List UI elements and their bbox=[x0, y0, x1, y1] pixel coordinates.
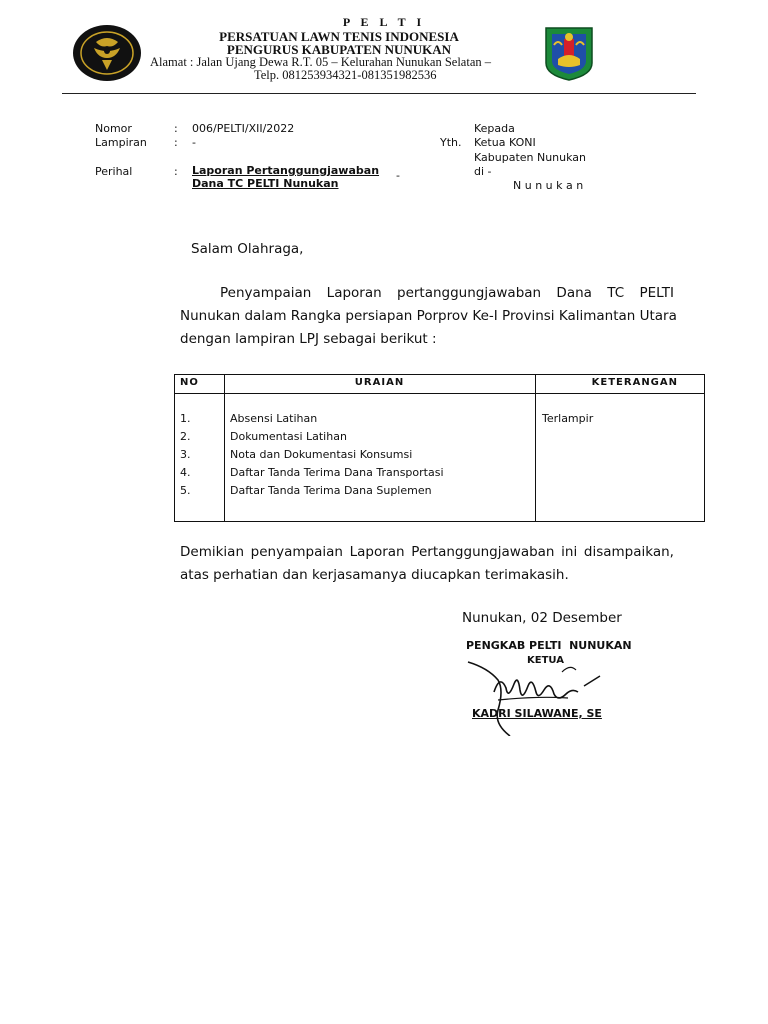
table-row-uraian: Dokumentasi Latihan bbox=[230, 430, 347, 443]
recipient-line-2: Kabupaten Nunukan bbox=[474, 151, 587, 164]
table-row-uraian: Daftar Tanda Terima Dana Transportasi bbox=[230, 466, 444, 479]
intro-line-3: dengan lampiran LPJ sebagai berikut : bbox=[180, 331, 437, 347]
table-row-uraian: Absensi Latihan bbox=[230, 412, 318, 425]
closing-word: ini bbox=[561, 544, 578, 560]
intro-word: PELTI bbox=[639, 285, 674, 301]
signature-org: PENGKAB PELTI NUNUKAN bbox=[466, 639, 632, 652]
place-date: Nunukan, 02 Desember bbox=[462, 610, 622, 626]
perihal-label: Perihal bbox=[95, 165, 133, 178]
table-row-no: 1. bbox=[180, 412, 191, 425]
table-row-keterangan: Terlampir bbox=[542, 412, 594, 425]
closing-word: Laporan bbox=[349, 544, 405, 560]
org-full-name: PERSATUAN LAWN TENIS INDONESIA bbox=[219, 29, 459, 44]
yth-label: Yth. bbox=[440, 136, 462, 149]
header-divider bbox=[62, 93, 696, 94]
org-address: Alamat : Jalan Ujang Dewa R.T. 05 – Kelurahan Nunukan Selatan – bbox=[150, 55, 491, 69]
table-header-divider bbox=[175, 393, 704, 394]
table-row-uraian: Nota dan Dokumentasi Konsumsi bbox=[230, 448, 413, 461]
nomor-label: Nomor bbox=[95, 122, 132, 135]
table-header-keterangan: KETERANGAN bbox=[591, 377, 678, 388]
perihal-line-2: Dana TC PELTI Nunukan bbox=[192, 177, 339, 190]
recipient-kepada: Kepada bbox=[474, 122, 515, 135]
org-phone: Telp. 081253934321-081351982536 bbox=[254, 68, 437, 82]
nomor-value: 006/PELTI/XII/2022 bbox=[192, 122, 295, 135]
intro-line-1 bbox=[180, 281, 674, 305]
lampiran-value: - bbox=[192, 136, 196, 149]
intro-word: Penyampaian bbox=[220, 285, 312, 301]
table-row-no: 5. bbox=[180, 484, 191, 497]
closing-word: disampaikan, bbox=[583, 544, 674, 560]
table-header-uraian: URAIAN bbox=[354, 377, 405, 388]
lampiran-label: Lampiran bbox=[95, 136, 147, 149]
table-row-uraian: Daftar Tanda Terima Dana Suplemen bbox=[230, 484, 432, 497]
table-divider bbox=[535, 375, 536, 521]
recipient-line-3: di - bbox=[474, 165, 492, 178]
signature-title: KETUA bbox=[527, 655, 564, 666]
intro-word: Dana bbox=[556, 285, 592, 301]
lpj-table bbox=[174, 374, 705, 522]
closing-word: Pertanggungjawaban bbox=[411, 544, 555, 560]
intro-word: TC bbox=[607, 285, 625, 301]
table-row-no: 3. bbox=[180, 448, 191, 461]
lampiran-separator: : bbox=[174, 136, 178, 149]
intro-word: Laporan bbox=[326, 285, 382, 301]
table-row-no: 4. bbox=[180, 466, 191, 479]
org-branch-name: PENGURUS KABUPATEN NUNUKAN bbox=[226, 42, 452, 57]
handwritten-signature bbox=[458, 650, 622, 736]
recipient-line-4: N u n u k a n bbox=[513, 179, 584, 192]
signature-block bbox=[458, 636, 632, 736]
closing-line-1 bbox=[180, 540, 674, 564]
signatory-name: KADRI SILAWANE, SE bbox=[472, 707, 602, 720]
table-header-no: NO bbox=[180, 377, 199, 388]
closing-word: penyampaian bbox=[250, 544, 343, 560]
table-row-no: 2. bbox=[180, 430, 191, 443]
table-divider bbox=[224, 375, 225, 521]
intro-word: pertanggungjawaban bbox=[397, 285, 542, 301]
perihal-separator: : bbox=[174, 165, 178, 178]
regency-emblem bbox=[542, 25, 596, 81]
org-short-name: P E L T I bbox=[342, 15, 426, 29]
perihal-line-1: Laporan Pertanggungjawaban bbox=[192, 164, 380, 177]
greeting: Salam Olahraga, bbox=[191, 241, 304, 257]
intro-line-2: Nunukan dalam Rangka persiapan Porprov Ke-I Provinsi Kalimantan Utara bbox=[180, 308, 677, 324]
closing-word: Demikian bbox=[180, 544, 244, 560]
perihal-dash: - bbox=[396, 169, 400, 182]
recipient-line-1: Ketua KONI bbox=[474, 136, 536, 149]
closing-line-2: atas perhatian dan kerjasamanya diucapkan terimakasih. bbox=[180, 567, 569, 583]
nomor-separator: : bbox=[174, 122, 178, 135]
